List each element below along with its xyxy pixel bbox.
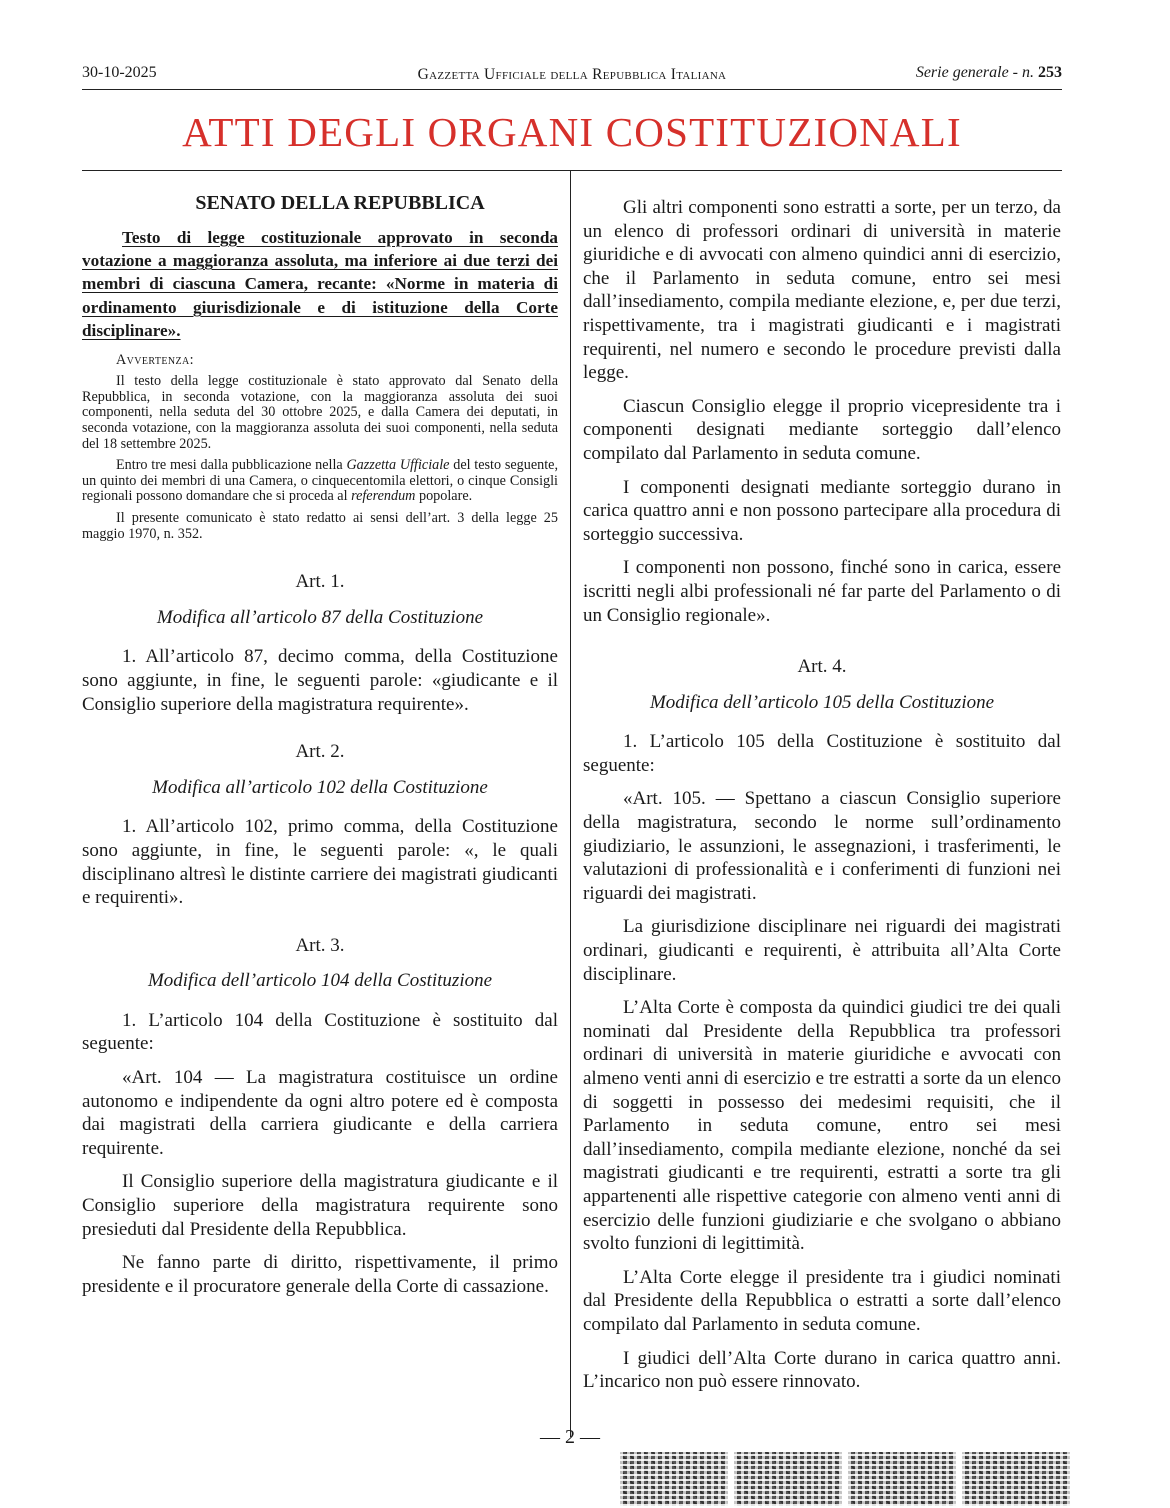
art3-paragraph-4: Ne fanno parte di diritto, rispettivamente, il primo presidente e il procuratore generale della Corte di cassazione. [82, 1252, 558, 1297]
art2-number: Art. 2. [295, 741, 345, 763]
art4-paragraph-4: L’Alta Corte è composta da quindici giudici tre dei quali nominati dal Presidente della Repubblica tra professori ordinari di università in materie giuridiche e avvocati con almeno venti anni di esercizio e tre estratti a sorte da un elenco di soggetti in possesso dei medesimi requisiti, che il Parlamento in seduta comune, entro sei mesi dall’insediamento, compila mediante elezione, nonché da sei magistrati giudicanti e tre requirenti, estratti a sorte tra gli appartenenti alle rispettive categorie con almeno venti anni di esercizio delle funzioni giudiziarie e che svolgano o abbiano svolto funzioni di legittimità. [583, 997, 1061, 1255]
art2-title: Modifica all’articolo 102 della Costituzione [152, 776, 488, 798]
art1-number: Art. 1. [295, 571, 345, 593]
bill-title: Testo di legge costituzionale approvato in seconda votazione a maggioranza assoluta, ma inferiore ai due terzi dei membri di ciascuna Camera, recante: «Norme in materia di ordinamento giurisdizionale e di istituzione della Corte disciplinare». [82, 227, 558, 341]
right-paragraph-2: Ciascun Consiglio elegge il proprio vicepresidente tra i componenti designati mediante sorteggio dall’elenco compilato dal Parlamento in seduta comune. [583, 395, 1061, 464]
art4-number: Art. 4. [797, 656, 847, 678]
art3-number: Art. 3. [295, 934, 345, 956]
warning-paragraph-1: Il testo della legge costituzionale è stato approvato dal Senato della Repubblica, in seconda votazione, con la maggioranza assoluta dei suoi componenti, nella seduta del 30 ottobre 2025, e dalla Camera dei deputati, in seconda votazione, con la maggioranza assoluta dei suoi componenti, nella seduta del 18 settembre 2025. [82, 373, 558, 452]
page-number: — 2 — [540, 1426, 600, 1448]
warning-paragraph-2 [82, 458, 558, 505]
datamatrix-code-3 [848, 1452, 956, 1506]
art4-title: Modifica dell’articolo 105 della Costituzione [649, 691, 995, 713]
right-paragraph-1: Gli altri componenti sono estratti a sorte, per un terzo, da un elenco di professori ordinari di università in materie giuridiche e di avvocati con almeno quindici anni di esercizio, che il Parlamento in seduta comune, entro sei mesi dall’insediamento, compila mediante elezione, e, per due terzi, rispettivamente, tra i magistrati giudicanti e i magistrati requirenti, nel numero e secondo le procedure previsti dalla legge. [583, 197, 1061, 384]
right-paragraph-3: I componenti designati mediante sorteggio durano in carica quattro anni e non possono partecipare alla procedura di sorteggio successiva. [583, 476, 1061, 545]
datamatrix-code-4 [962, 1452, 1070, 1506]
warning-paragraph-3: Il presente comunicato è stato redatto ai sensi dell’art. 3 della legge 25 maggio 1970, n. 352. [82, 509, 558, 542]
art4-paragraph-1: 1. L’articolo 105 della Costituzione è sostituito dal seguente: [583, 731, 1061, 776]
warning-p2-gazzetta: Gazzetta Ufficiale [346, 457, 450, 474]
header-publication: Gazzetta Ufficiale della Repubblica Italiana [417, 66, 727, 83]
art3-paragraph-1: 1. L’articolo 104 della Costituzione è sostituito dal seguente: [82, 1009, 558, 1055]
column-divider [570, 171, 571, 1437]
right-paragraph-4: I componenti non possono, finché sono in carica, essere iscritti negli albi professionali né far parte del Parlamento o di un Consiglio regionale». [583, 557, 1061, 626]
art4-paragraph-3: La giurisdizione disciplinare nei riguardi dei magistrati ordinari, giudicanti e requirenti, è attribuita all’Alta Corte disciplinare. [583, 916, 1061, 985]
series-label: Serie generale - n. [915, 64, 1034, 81]
datamatrix-code-1 [620, 1452, 728, 1506]
datamatrix-code-2 [734, 1452, 842, 1506]
header-series [916, 64, 1062, 82]
warning-p2-text-c: popolare. [415, 488, 473, 505]
page-header [82, 64, 1062, 88]
warning-p2-referendum: referendum [351, 488, 416, 505]
warning-block [82, 353, 558, 543]
art4-paragraph-2: «Art. 105. — Spettano a ciascun Consiglio superiore della magistratura, secondo le norme sull’ordinamento giudiziario, le assunzioni, le assegnazioni, i trasferimenti, le valutazioni di professionalità e i conferimenti di funzioni nei riguardi dei magistrati. [583, 788, 1061, 904]
header-rule [82, 89, 1062, 90]
senate-heading: SENATO DELLA REPUBBLICA [195, 192, 485, 214]
section-rule [82, 170, 1062, 171]
art1-paragraph: 1. All’articolo 87, decimo comma, della Costituzione sono aggiunte, in fine, le seguenti parole: «giudicante e il Consiglio superiore della magistratura requirente». [82, 646, 558, 715]
art1-title: Modifica all’articolo 87 della Costituzione [156, 606, 484, 628]
right-column [583, 196, 1061, 1404]
art3-paragraph-2: «Art. 104 — La magistratura costituisce un ordine autonomo e indipendente da ogni altro potere ed è composta dai magistrati della carriera giudicante e della carriera requirente. [82, 1067, 558, 1159]
warning-p2-text-b: del testo seguente, un quinto dei membri di una Camera, o cinquecentomila elettori, o cinque Consigli regionali possono domandare che si proceda al [82, 457, 559, 505]
art4-paragraph-5: L’Alta Corte elegge il presidente tra i giudici nominati dal Presidente della Repubblica o estratti a sorte dall’elenco compilato dal Parlamento in seduta comune. [583, 1266, 1061, 1335]
header-date: 30-10-2025 [82, 64, 157, 81]
left-column [82, 192, 558, 1308]
art2-paragraph: 1. All’articolo 102, primo comma, della Costituzione sono aggiunte, in fine, le seguenti parole: «, le quali disciplinano altresì le distinte carriere dei magistrati giudicanti e requirenti». [82, 816, 558, 909]
section-title: ATTI DEGLI ORGANI COSTITUZIONALI [182, 109, 962, 155]
warning-heading: Avvertenza: [116, 351, 194, 368]
art4-paragraph-6: I giudici dell’Alta Corte durano in carica quattro anni. L’incarico non può essere rinnovato. [583, 1347, 1061, 1393]
art3-title: Modifica dell’articolo 104 della Costituzione [147, 970, 493, 992]
warning-p2-text-a: Entro tre mesi dalla pubblicazione nella [116, 457, 347, 474]
series-number: 253 [1038, 64, 1062, 81]
art3-paragraph-3: Il Consiglio superiore della magistratura giudicante e il Consiglio superiore della magistratura requirente sono presieduti dal Presidente della Repubblica. [82, 1171, 558, 1240]
